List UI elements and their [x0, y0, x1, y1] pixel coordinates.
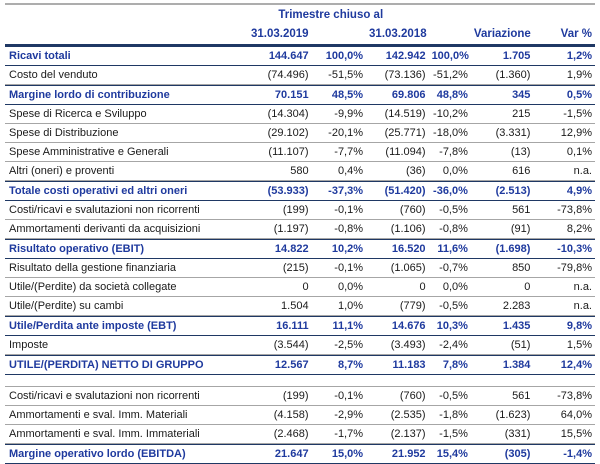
- header-columns-row: [5, 24, 595, 46]
- row-label: Risultato operativo (EBIT): [5, 239, 233, 259]
- value-2019: 0: [233, 278, 312, 297]
- header-group-row: [5, 5, 595, 24]
- value-2019: (199): [233, 386, 312, 406]
- row-label: Utile/(Perdite) su cambi: [5, 297, 233, 316]
- variation-pct: 0,5%: [533, 85, 595, 105]
- variation: (91): [471, 220, 534, 239]
- variation: 345: [471, 85, 534, 105]
- pct-2019: -2,5%: [312, 336, 366, 355]
- pct-2019: -37,3%: [312, 181, 366, 201]
- pct-2018: -0,8%: [429, 220, 471, 239]
- pct-2019: 48,5%: [312, 85, 366, 105]
- pct-2019: 100,0%: [312, 46, 366, 66]
- value-2018: (2.137): [366, 425, 429, 444]
- variation-pct: 8,2%: [533, 220, 595, 239]
- variation-pct: 12,9%: [533, 124, 595, 143]
- variation: 561: [471, 386, 534, 406]
- pct-2018: -0,5%: [429, 386, 471, 406]
- variation-pct: -73,8%: [533, 201, 595, 220]
- pct-2018: 7,8%: [429, 355, 471, 375]
- variation-pct: 15,5%: [533, 425, 595, 444]
- pct-2018: 100,0%: [429, 46, 471, 66]
- value-2018: (73.136): [366, 66, 429, 85]
- value-2019: 70.151: [233, 85, 312, 105]
- header-empty-cell: [471, 5, 534, 24]
- row-label: Ammortamenti e sval. Imm. Immateriali: [5, 425, 233, 444]
- variation-pct: -1,5%: [533, 105, 595, 124]
- variation: 0: [471, 278, 534, 297]
- value-2018: (1.106): [366, 220, 429, 239]
- row-label: Ammortamenti derivanti da acquisizioni: [5, 220, 233, 239]
- pct-2018: 0,0%: [429, 162, 471, 181]
- income-statement-table: [5, 3, 595, 464]
- value-2018: 142.942: [366, 46, 429, 66]
- table-row: [5, 355, 595, 375]
- variation-pct: -10,3%: [533, 239, 595, 259]
- variation-pct: -73,8%: [533, 386, 595, 406]
- value-2018: (36): [366, 162, 429, 181]
- value-2019: (29.102): [233, 124, 312, 143]
- variation: 561: [471, 201, 534, 220]
- row-label: Costi/ricavi e svalutazioni non ricorrenti: [5, 386, 233, 406]
- value-2019: (11.107): [233, 143, 312, 162]
- header-empty-cell: [5, 5, 233, 24]
- pct-2019: 15,0%: [312, 444, 366, 464]
- pct-2019: 1,0%: [312, 297, 366, 316]
- pct-2018: -2,4%: [429, 336, 471, 355]
- variation-pct: 0,1%: [533, 143, 595, 162]
- variation-pct: -79,8%: [533, 259, 595, 278]
- pct-2019: -51,5%: [312, 66, 366, 85]
- variation: (2.513): [471, 181, 534, 201]
- pct-2018: -18,0%: [429, 124, 471, 143]
- pct-2018: 0,0%: [429, 278, 471, 297]
- pct-2019: -0,1%: [312, 386, 366, 406]
- table-row: [5, 406, 595, 425]
- value-2019: (1.197): [233, 220, 312, 239]
- variation: (13): [471, 143, 534, 162]
- table-row: [5, 278, 595, 297]
- row-label: UTILE/(PERDITA) NETTO DI GRUPPO: [5, 355, 233, 375]
- table-row: [5, 259, 595, 278]
- value-2018: 11.183: [366, 355, 429, 375]
- table-row: [5, 66, 595, 85]
- variation-pct: 4,9%: [533, 181, 595, 201]
- header-empty-cell: [429, 24, 471, 46]
- value-2018: 14.676: [366, 316, 429, 336]
- row-label: Utile/(Perdite) da società collegate: [5, 278, 233, 297]
- pct-2018: -0,5%: [429, 201, 471, 220]
- table-row: [5, 336, 595, 355]
- table-row: [5, 444, 595, 464]
- table-row: [5, 386, 595, 406]
- table-row: [5, 220, 595, 239]
- pct-2018: 15,4%: [429, 444, 471, 464]
- pct-2018: -51,2%: [429, 66, 471, 85]
- table-row: [5, 181, 595, 201]
- value-2019: 14.822: [233, 239, 312, 259]
- row-label: Spese di Ricerca e Sviluppo: [5, 105, 233, 124]
- variation: (1.698): [471, 239, 534, 259]
- value-2019: (3.544): [233, 336, 312, 355]
- row-label: Costo del venduto: [5, 66, 233, 85]
- pct-2019: -9,9%: [312, 105, 366, 124]
- table-row: [5, 143, 595, 162]
- pct-2018: -0,5%: [429, 297, 471, 316]
- value-2018: 21.952: [366, 444, 429, 464]
- pct-2018: -1,5%: [429, 425, 471, 444]
- value-2019: 1.504: [233, 297, 312, 316]
- pct-2018: -10,2%: [429, 105, 471, 124]
- row-label: Imposte: [5, 336, 233, 355]
- section-spacer: [5, 375, 595, 386]
- row-label: Altri (oneri) e proventi: [5, 162, 233, 181]
- row-label: Spese di Distribuzione: [5, 124, 233, 143]
- table-row: [5, 85, 595, 105]
- header-col-variation: Variazione: [471, 24, 534, 46]
- value-2018: (51.420): [366, 181, 429, 201]
- row-label: Ammortamenti e sval. Imm. Materiali: [5, 406, 233, 425]
- value-2018: (3.493): [366, 336, 429, 355]
- pct-2018: 10,3%: [429, 316, 471, 336]
- pct-2019: 11,1%: [312, 316, 366, 336]
- pct-2019: -0,1%: [312, 259, 366, 278]
- row-label: Risultato della gestione finanziaria: [5, 259, 233, 278]
- variation: (51): [471, 336, 534, 355]
- variation: (3.331): [471, 124, 534, 143]
- table-row: [5, 162, 595, 181]
- header-empty-cell: [533, 5, 595, 24]
- table-row: [5, 46, 595, 66]
- row-label: Spese Amministrative e Generali: [5, 143, 233, 162]
- row-label: Utile/Perdita ante imposte (EBT): [5, 316, 233, 336]
- pct-2019: -2,9%: [312, 406, 366, 425]
- variation-pct: n.a.: [533, 162, 595, 181]
- variation: 616: [471, 162, 534, 181]
- variation-pct: 1,9%: [533, 66, 595, 85]
- header-empty-cell: [429, 5, 471, 24]
- variation: (1.360): [471, 66, 534, 85]
- variation-pct: 64,0%: [533, 406, 595, 425]
- variation: (305): [471, 444, 534, 464]
- pct-2018: 48,8%: [429, 85, 471, 105]
- pct-2018: -36,0%: [429, 181, 471, 201]
- value-2018: (25.771): [366, 124, 429, 143]
- value-2019: (53.933): [233, 181, 312, 201]
- table-header: [5, 5, 595, 46]
- value-2019: (199): [233, 201, 312, 220]
- value-2018: (14.519): [366, 105, 429, 124]
- value-2018: (779): [366, 297, 429, 316]
- pct-2018: 11,6%: [429, 239, 471, 259]
- header-empty-cell: [5, 24, 233, 46]
- value-2019: (14.304): [233, 105, 312, 124]
- value-2018: (11.094): [366, 143, 429, 162]
- table-row: [5, 316, 595, 336]
- table-row: [5, 297, 595, 316]
- value-2019: (2.468): [233, 425, 312, 444]
- pct-2019: -7,7%: [312, 143, 366, 162]
- table-row: [5, 105, 595, 124]
- variation: 1.705: [471, 46, 534, 66]
- value-2018: (2.535): [366, 406, 429, 425]
- header-empty-cell: [312, 24, 366, 46]
- pct-2019: 10,2%: [312, 239, 366, 259]
- value-2019: (74.496): [233, 66, 312, 85]
- pct-2019: -0,8%: [312, 220, 366, 239]
- value-2018: 16.520: [366, 239, 429, 259]
- value-2019: 16.111: [233, 316, 312, 336]
- variation: (1.623): [471, 406, 534, 425]
- variation-pct: 9,8%: [533, 316, 595, 336]
- row-label: Margine lordo di contribuzione: [5, 85, 233, 105]
- value-2018: 0: [366, 278, 429, 297]
- variation: 1.384: [471, 355, 534, 375]
- table-row: [5, 124, 595, 143]
- header-col-2018: 31.03.2018: [366, 24, 429, 46]
- table-body: [5, 46, 595, 464]
- variation: 850: [471, 259, 534, 278]
- table-row: [5, 201, 595, 220]
- row-label: Ricavi totali: [5, 46, 233, 66]
- value-2018: 69.806: [366, 85, 429, 105]
- pct-2018: -0,7%: [429, 259, 471, 278]
- variation-pct: -1,4%: [533, 444, 595, 464]
- row-label: Totale costi operativi ed altri oneri: [5, 181, 233, 201]
- pct-2018: -1,8%: [429, 406, 471, 425]
- value-2019: 144.647: [233, 46, 312, 66]
- variation: 1.435: [471, 316, 534, 336]
- table-row: [5, 425, 595, 444]
- variation: 2.283: [471, 297, 534, 316]
- value-2018: (1.065): [366, 259, 429, 278]
- variation-pct: 1,5%: [533, 336, 595, 355]
- pct-2019: -20,1%: [312, 124, 366, 143]
- pct-2019: -1,7%: [312, 425, 366, 444]
- variation: (331): [471, 425, 534, 444]
- row-label: Costi/ricavi e svalutazioni non ricorrenti: [5, 201, 233, 220]
- pct-2019: 0,4%: [312, 162, 366, 181]
- pct-2019: 0,0%: [312, 278, 366, 297]
- variation-pct: n.a.: [533, 278, 595, 297]
- header-col-variation-pct: Var %: [533, 24, 595, 46]
- variation-pct: 1,2%: [533, 46, 595, 66]
- variation: 215: [471, 105, 534, 124]
- value-2018: (760): [366, 386, 429, 406]
- value-2019: (4.158): [233, 406, 312, 425]
- pct-2018: -7,8%: [429, 143, 471, 162]
- value-2019: (215): [233, 259, 312, 278]
- header-col-2019: 31.03.2019: [233, 24, 312, 46]
- spacer-cell: [5, 375, 595, 386]
- value-2019: 21.647: [233, 444, 312, 464]
- table-row: [5, 239, 595, 259]
- value-2019: 580: [233, 162, 312, 181]
- row-label: Margine operativo lordo (EBITDA): [5, 444, 233, 464]
- variation-pct: 12,4%: [533, 355, 595, 375]
- header-group-title: Trimestre chiuso al: [278, 8, 384, 21]
- pct-2019: 8,7%: [312, 355, 366, 375]
- variation-pct: n.a.: [533, 297, 595, 316]
- value-2019: 12.567: [233, 355, 312, 375]
- pct-2019: -0,1%: [312, 201, 366, 220]
- value-2018: (760): [366, 201, 429, 220]
